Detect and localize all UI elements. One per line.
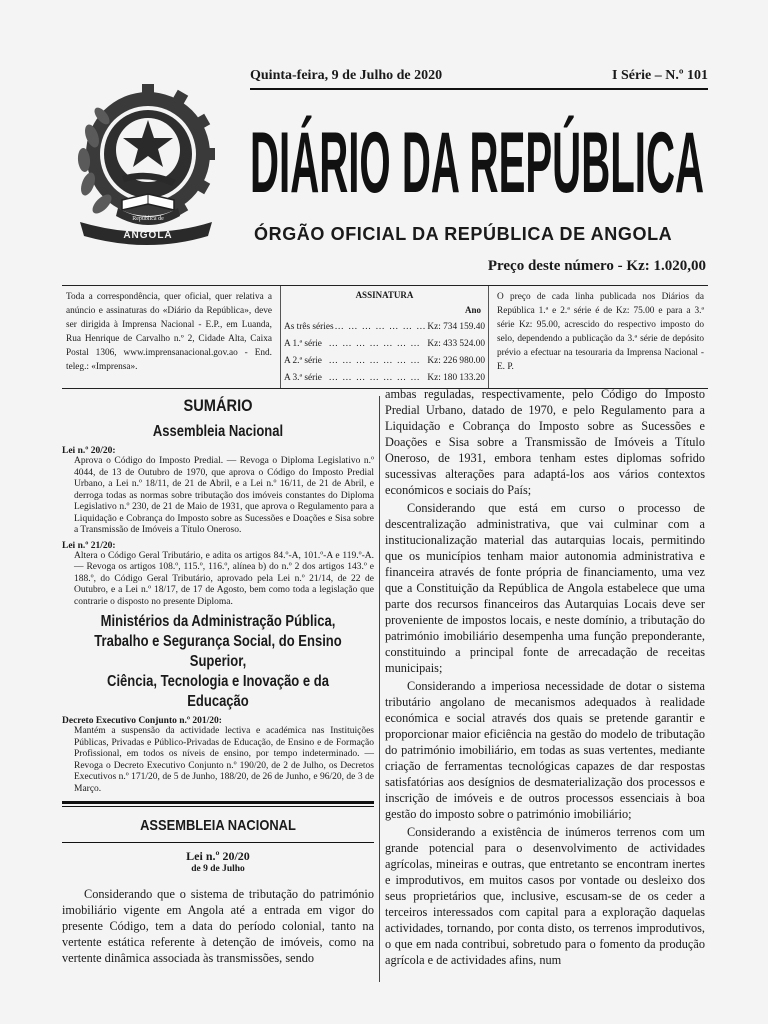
- summary-org-ministerios-line2: Trabalho e Segurança Social, do Ensino Superior,: [94, 633, 342, 670]
- row-dots: … … … … … … …: [328, 356, 421, 366]
- row-dots: … … … … … … …: [334, 322, 427, 332]
- angola-coat-of-arms-emblem: [62, 76, 224, 246]
- paragraph: Considerando a existência de inúmeros terrenos com um grande potencial para o desenvolvimento de actividades agrícolas, mineiras e outras, que entretanto se encontram inertes e improdutivos, em muitos casos por vontade ou desleixo dos seus proprietários que, inclusive, escusam-se de os ceder a terceiros interessados com capital para a exploração daquelas actividades, tornando, por conta disto, os terrenos improdutivos, o que em nada contribui, sobretudo para o fomento da produção agrícola e de actividades afins, num: [385, 825, 705, 967]
- row-value: Kz: 226 980.00: [427, 356, 485, 366]
- section-title-rule: [62, 842, 374, 843]
- row-label: A 2.ª série: [284, 356, 322, 366]
- subscription-table: [280, 286, 489, 388]
- summary-heading: SUMÁRIO: [183, 396, 253, 415]
- row-value: Kz: 734 159.40: [427, 322, 485, 332]
- subscription-row: [284, 320, 485, 334]
- summary-org-assembleia: Assembleia Nacional: [152, 423, 284, 440]
- svg-text:DIÁRIO DA REPÚBLICA: DIÁRIO DA REPÚBLICA: [250, 115, 704, 208]
- subscription-row: [284, 337, 485, 351]
- summary-org-ministerios-line3: Ciência, Tecnologia e Inovação e da Educação: [107, 673, 329, 710]
- subscription-row: [284, 354, 485, 368]
- row-label: As três séries: [284, 322, 334, 332]
- issue-series-number: I Série – N.º 101: [612, 68, 708, 83]
- row-label: A 1.ª série: [284, 339, 322, 349]
- line-price-note: O preço de cada linha publicada nos Diários da República 1.ª e 2.ª série é de Kz: 75.00 e para a 3.ª série Kz: 95.00, acrescido do respectivo imposto do selo, dependendo a publicação da 3.ª série de depósito prévio a efectuar na tesouraria da Imprensa Nacional - E. P.: [497, 292, 704, 372]
- subscription-info-box: [62, 285, 708, 389]
- law-preamble-left: [62, 886, 374, 966]
- emblem-text-bottom: ANGOLA: [123, 230, 173, 241]
- summary-lei1-label: Lei n.º 20/20:: [62, 446, 116, 456]
- row-value: Kz: 180 133.20: [427, 373, 485, 383]
- law-number-heading: Lei n.º 20/20: [186, 849, 250, 863]
- emblem-text-top: República de: [132, 216, 164, 222]
- summary-lei2-label: Lei n.º 21/20:: [62, 540, 116, 551]
- section-title: ASSEMBLEIA NACIONAL: [140, 817, 296, 834]
- issue-date: Quinta-feira, 9 de Julho de 2020: [250, 68, 443, 83]
- section-rule: [62, 801, 374, 804]
- masthead-subtitle: ÓRGÃO OFICIAL DA REPÚBLICA DE ANGOLA: [254, 224, 673, 244]
- law-date: de 9 de Julho: [191, 864, 245, 874]
- summary-lei1-description: Aprova o Código do Imposto Predial. — Revoga o Diploma Legislativo n.º 4044, de 13 de Outubro de 1970, que aprova o Código do Imposto Predial Urbano, a Lei n.º 18/11, de 21 de Abril, e a Lei n.º 16/11, de 21 de Abril, e derroga todas as normas sobre tributação dos imóveis constantes do Diploma Legislativo n.º 230, de 21 de Maio de 1931, que aprova o Regulamento para a Liquidação e Cobrança do Imposto sobre as Sucessões e Doações e Sisa sobre a Transmissão de Imóveis a Título Oneroso.: [74, 456, 374, 535]
- summary-decree-label: Decreto Executivo Conjunto n.º 201/20:: [62, 716, 222, 726]
- row-value: Kz: 433 524.00: [427, 339, 485, 349]
- row-label: A 3.ª série: [284, 373, 322, 383]
- paragraph: ambas reguladas, respectivamente, pelo Código do Imposto Predial Urbano, datado de 1970, e pelo Regulamento para a Liquidação e Cobrança do Imposto sobre as Sucessões e Doações e Sisa sobre a Transmissão de Imóveis a Título Oneroso, de 1931, embora tenham estes diplomas sofrido sucessivas alterações para adaptá-los aos vários contextos económicos e sociais do País;: [385, 387, 705, 497]
- row-dots: … … … … … … …: [328, 373, 421, 383]
- left-column: [62, 396, 374, 966]
- paragraph: Considerando que o sistema de tributação do património imobiliário vigente em Angola até a entrada em vigor do presente Código, tem a data do período colonial, tanto na vertente estática referente à detenção de imóveis, como na vertente dinâmica associada às transmissões, sendo: [62, 887, 374, 965]
- summary-decree-description: Mantém a suspensão da actividade lectiva e académica nas Instituições Públicas, Privadas e Público-Privadas de Educação, de Ensino e de Formação Profissional, em todos os níveis de ensino, por tempo indeterminado. — Revoga o Decreto Executivo Conjunto n.º 190/20, de 2 de Julho, os Decretos Executivos n.º 171/20, de 5 de Junho, 188/20, de 26 de Junho, e 96/20, de 3 de Março.: [74, 726, 374, 794]
- paragraph: Considerando a imperiosa necessidade de dotar o sistema tributário angolano de mecanismos adequados à realidade económica e social através dos quais se pretende garantir e proporcionar maior eficiência na gestão do modelo de tributação do património imobiliário, em todas as suas vertentes, mediante criação de ferramentas tecnológicas capazes de dar respostas satisfatórias aos desígnios de desmaterialização dos processos e inscrição de imóveis e de outros processos essenciais à boa gestão do imposto sobre o património imobiliário;: [385, 679, 705, 821]
- section-rule-thin: [62, 806, 374, 807]
- correspondence-note: Toda a correspondência, quer oficial, quer relativa a anúncio e assinaturas do «Diário da República», deve ser dirigida à Imprensa Nacional - E.P., em Luanda, Rua Henrique de Carvalho n.º 2, Cidade Alta, Caixa Postal 1306, www.imprensanacional.gov.ao - End. teleg.: «Imprensa».: [66, 292, 272, 372]
- right-column: [385, 386, 705, 970]
- summary-lei2-description: Altera o Código Geral Tributário, e adita os artigos 84.º-A, 101.º-A e 119.º-A. — Revoga os artigos 108.º, 115.º, 116.º, alínea b) do n.º 2 dos artigos 143.º e 188.º, do Código Geral Tributário, aprovado pela Lei n.º 21/14, de 22 de Outubro, e a Lei n.º 18/17, de 17 de Agosto, bem como toda a legislação que contrarie o disposto no presente Diploma.: [74, 550, 374, 607]
- masthead-title: [250, 104, 704, 208]
- subscription-title: ASSINATURA: [355, 290, 414, 300]
- row-dots: … … … … … … …: [328, 339, 421, 349]
- column-divider: [379, 396, 380, 982]
- subscription-year-label: Ano: [464, 305, 481, 315]
- paragraph: Considerando que está em curso o processo de descentralização administrativa, que vai culminar com a institucionalização material das autarquias locais, permitindo que os municípios tenham maior autonomia administrativa e financeira através de fonte própria de financiamento, uma vez que a Constituição da República de Angola estabelece que uma parte dos recursos financeiros das Autarquias Locais deve ser proveniente de impostos locais, e neste domínio, a tributação do património imobiliário desempenha uma função preponderante, constituindo a principal fonte de arrecadação de receitas municipais;: [385, 501, 705, 675]
- summary-org-ministerios-line1: Ministérios da Administração Pública,: [100, 613, 336, 630]
- header-rule: [250, 88, 708, 90]
- issue-price: Preço deste número - Kz: 1.020,00: [487, 258, 706, 274]
- subscription-row: [284, 371, 485, 385]
